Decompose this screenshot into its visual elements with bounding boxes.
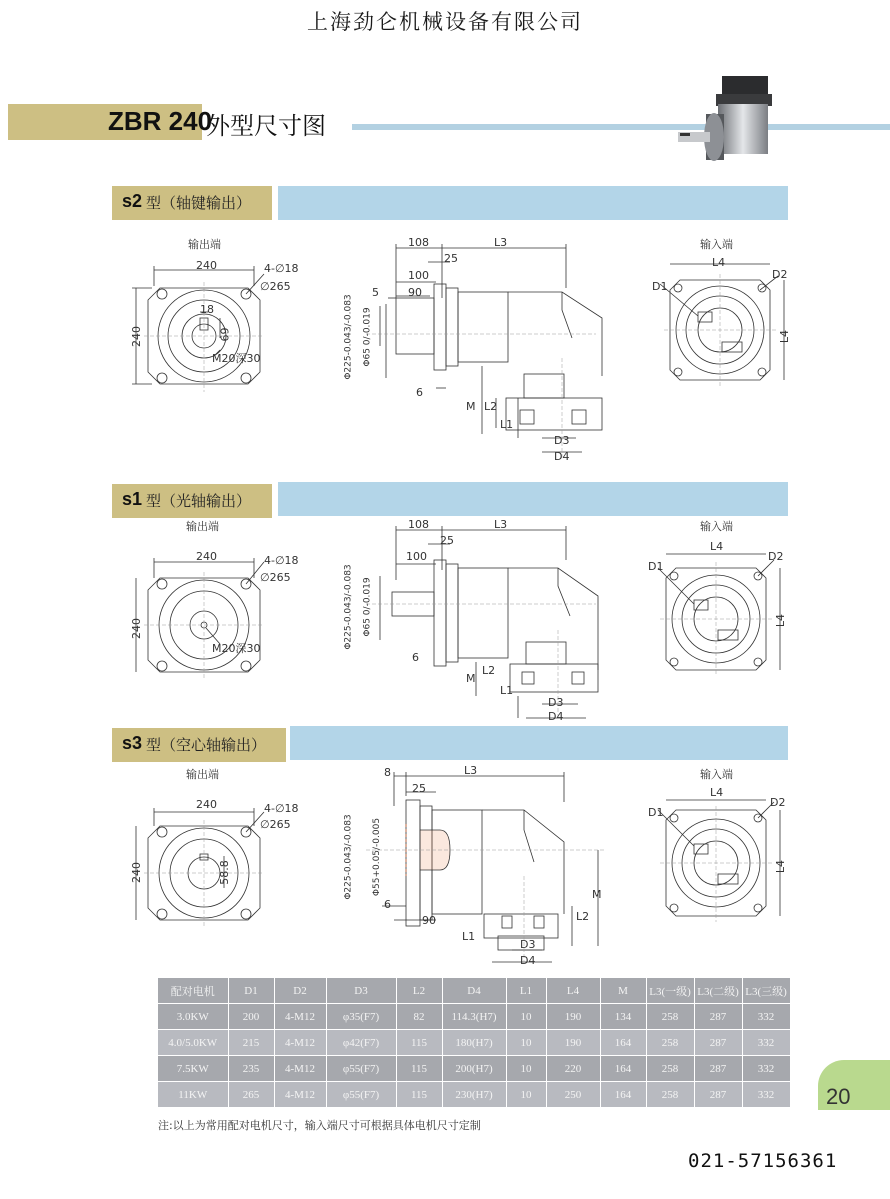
table-cell: 258 bbox=[646, 1030, 694, 1056]
shaft-height-label: 69 bbox=[218, 327, 232, 342]
s3-side-view bbox=[366, 766, 616, 970]
section-tab-s2 bbox=[112, 186, 272, 220]
keyway-depth-label: 58.8 bbox=[217, 860, 231, 885]
s1-side-view bbox=[366, 520, 616, 724]
table-cell: 10 bbox=[506, 1056, 546, 1082]
table-cell: φ55(F7) bbox=[326, 1082, 396, 1108]
company-name: 上海劲仑机械设备有限公司 bbox=[307, 10, 583, 34]
bolt-holes-label: 4-∅18 bbox=[264, 802, 299, 815]
table-cell: φ35(F7) bbox=[326, 1004, 396, 1030]
section-name: 型（轴键输出） bbox=[146, 194, 252, 212]
table-cell: 332 bbox=[742, 1030, 790, 1056]
dim-25: 25 bbox=[412, 782, 426, 795]
header-cell: D3 bbox=[326, 978, 396, 1004]
dim-L2: L2 bbox=[482, 664, 496, 677]
table-cell: 4-M12 bbox=[274, 1082, 326, 1108]
dim-M: M bbox=[466, 400, 476, 413]
table-cell: 3.0KW bbox=[158, 1004, 228, 1030]
header-cell: L3(三级) bbox=[742, 978, 790, 1004]
header-cell: D2 bbox=[274, 978, 326, 1004]
table-cell: 287 bbox=[694, 1030, 742, 1056]
table-cell: 10 bbox=[506, 1030, 546, 1056]
dim-25: 25 bbox=[444, 252, 458, 265]
dim-108: 108 bbox=[408, 518, 429, 531]
shaft-diameter-label: Φ65 0/-0.019 bbox=[362, 577, 373, 637]
dim-M: M bbox=[592, 888, 602, 901]
section-bar-s3 bbox=[290, 726, 788, 760]
header-cell: L2 bbox=[396, 978, 442, 1004]
dim-6: 6 bbox=[384, 898, 391, 911]
table-cell: 164 bbox=[600, 1030, 646, 1056]
table-cell: 10 bbox=[506, 1004, 546, 1030]
dim-D2: D2 bbox=[772, 268, 788, 281]
table-cell: 250 bbox=[546, 1082, 600, 1108]
section-bar-s2 bbox=[278, 186, 788, 220]
dim-L4: L4 bbox=[710, 786, 724, 799]
input-end-label: 输入端 bbox=[700, 520, 733, 533]
shaft-diameter-label: Φ65 0/-0.019 bbox=[362, 307, 373, 367]
section-code: s1 bbox=[122, 489, 143, 509]
dim-240-vertical: 240 bbox=[130, 326, 143, 347]
header-cell: L4 bbox=[546, 978, 600, 1004]
table-cell: 4.0/5.0KW bbox=[158, 1030, 228, 1056]
table-cell: 287 bbox=[694, 1004, 742, 1030]
s1-input-view bbox=[648, 544, 798, 678]
dim-L1: L1 bbox=[500, 684, 514, 697]
dim-D1: D1 bbox=[648, 560, 664, 573]
pitch-circle-label: ∅265 bbox=[260, 571, 291, 584]
phone-number: 021-57156361 bbox=[688, 1150, 838, 1172]
table-cell: 258 bbox=[646, 1082, 694, 1108]
dim-L3: L3 bbox=[494, 236, 508, 249]
table-cell: 265 bbox=[228, 1082, 274, 1108]
bore-diameter-label: Φ55+0.05/-0.005 bbox=[372, 817, 383, 897]
title-model: ZBR 240 bbox=[108, 106, 213, 136]
section-bar-s1 bbox=[278, 482, 788, 516]
dim-L1: L1 bbox=[462, 930, 476, 943]
dim-6: 6 bbox=[412, 651, 419, 664]
dim-L4-vertical: L4 bbox=[774, 859, 788, 874]
gearbox-product-image bbox=[670, 70, 780, 180]
title-text: 外型尺寸图 bbox=[206, 112, 326, 140]
table-cell: 235 bbox=[228, 1056, 274, 1082]
bolt-holes-label: 4-∅18 bbox=[264, 554, 299, 567]
dim-L1: L1 bbox=[500, 418, 514, 431]
output-end-label: 输出端 bbox=[188, 238, 221, 251]
header-cell: D1 bbox=[228, 978, 274, 1004]
dim-D3: D3 bbox=[554, 434, 570, 447]
table-row bbox=[158, 1056, 790, 1082]
table-cell: 180(H7) bbox=[442, 1030, 506, 1056]
dim-D4: D4 bbox=[554, 450, 570, 463]
dim-L4-vertical: L4 bbox=[778, 329, 792, 344]
flange-diameter-label: Φ225-0.043/-0.083 bbox=[343, 564, 354, 650]
dim-D4: D4 bbox=[520, 954, 536, 967]
table-row bbox=[158, 1030, 790, 1056]
table-cell: 332 bbox=[742, 1056, 790, 1082]
table-cell: φ42(F7) bbox=[326, 1030, 396, 1056]
dim-L4-vertical: L4 bbox=[774, 613, 788, 628]
table-cell: 190 bbox=[546, 1030, 600, 1056]
dim-100: 100 bbox=[408, 269, 429, 282]
dim-L2: L2 bbox=[576, 910, 590, 923]
table-cell: 114.3(H7) bbox=[442, 1004, 506, 1030]
table-cell: φ55(F7) bbox=[326, 1056, 396, 1082]
flange-diameter-label: Φ225-0.043/-0.083 bbox=[343, 294, 354, 380]
dim-100: 100 bbox=[406, 550, 427, 563]
table-cell: 200(H7) bbox=[442, 1056, 506, 1082]
title-rule bbox=[352, 124, 890, 130]
input-end-label: 输入端 bbox=[700, 238, 733, 251]
s2-output-front-view bbox=[124, 252, 286, 402]
dim-6: 6 bbox=[416, 386, 423, 399]
table-cell: 164 bbox=[600, 1056, 646, 1082]
pitch-circle-label: ∅265 bbox=[260, 280, 291, 293]
bolt-holes-label: 4-∅18 bbox=[264, 262, 299, 275]
table-cell: 287 bbox=[694, 1082, 742, 1108]
header-cell: L3(一级) bbox=[646, 978, 694, 1004]
table-cell: 258 bbox=[646, 1004, 694, 1030]
dim-90: 90 bbox=[422, 914, 436, 927]
dim-L4: L4 bbox=[712, 256, 726, 269]
section-code: s2 bbox=[122, 191, 143, 211]
dim-L2: L2 bbox=[484, 400, 498, 413]
header-cell: D4 bbox=[442, 978, 506, 1004]
s2-side-view bbox=[366, 238, 616, 468]
table-cell: 4-M12 bbox=[274, 1004, 326, 1030]
dim-D2: D2 bbox=[768, 550, 784, 563]
tap-hole-label: M20深30 bbox=[212, 352, 261, 365]
table-cell: 230(H7) bbox=[442, 1082, 506, 1108]
section-name: 型（空心轴输出） bbox=[146, 736, 267, 754]
dim-D1: D1 bbox=[652, 280, 668, 293]
table-cell: 215 bbox=[228, 1030, 274, 1056]
table-cell: 332 bbox=[742, 1082, 790, 1108]
table-cell: 115 bbox=[396, 1030, 442, 1056]
motor-spec-table bbox=[158, 978, 791, 1108]
table-cell: 134 bbox=[600, 1004, 646, 1030]
section-name: 型（光轴输出） bbox=[146, 492, 252, 510]
key-width-label: 18 bbox=[200, 303, 214, 316]
input-end-label: 输入端 bbox=[700, 768, 733, 781]
s1-output-front-view bbox=[124, 548, 286, 688]
table-cell: 332 bbox=[742, 1004, 790, 1030]
dim-5: 5 bbox=[372, 286, 379, 299]
table-cell: 10 bbox=[506, 1082, 546, 1108]
dim-8: 8 bbox=[384, 766, 391, 779]
table-cell: 115 bbox=[396, 1056, 442, 1082]
dim-25: 25 bbox=[440, 534, 454, 547]
table-cell: 200 bbox=[228, 1004, 274, 1030]
dim-D3: D3 bbox=[548, 696, 564, 709]
table-cell: 115 bbox=[396, 1082, 442, 1108]
table-cell: 220 bbox=[546, 1056, 600, 1082]
dim-L3: L3 bbox=[494, 518, 508, 531]
dim-240-horizontal: 240 bbox=[196, 259, 217, 272]
table-cell: 7.5KW bbox=[158, 1056, 228, 1082]
dim-D4: D4 bbox=[548, 710, 564, 723]
footnote: 注:以上为常用配对电机尺寸，输入端尺寸可根据具体电机尺寸定制 bbox=[158, 1119, 481, 1132]
section-tab-s1 bbox=[112, 484, 272, 518]
dim-D2: D2 bbox=[770, 796, 786, 809]
section-tab-s3 bbox=[112, 728, 286, 762]
table-row bbox=[158, 1082, 790, 1108]
pitch-circle-label: ∅265 bbox=[260, 818, 291, 831]
table-cell: 4-M12 bbox=[274, 1056, 326, 1082]
table-cell: 164 bbox=[600, 1082, 646, 1108]
section-code: s3 bbox=[122, 733, 143, 753]
header-cell: L3(二级) bbox=[694, 978, 742, 1004]
output-end-label: 输出端 bbox=[186, 768, 219, 781]
dim-L3: L3 bbox=[464, 764, 478, 777]
table-row bbox=[158, 1004, 790, 1030]
table-cell: 82 bbox=[396, 1004, 442, 1030]
dim-108: 108 bbox=[408, 236, 429, 249]
table-cell: 11KW bbox=[158, 1082, 228, 1108]
header-cell: L1 bbox=[506, 978, 546, 1004]
dim-240-vertical: 240 bbox=[130, 862, 143, 883]
dim-D1: D1 bbox=[648, 806, 664, 819]
table-cell: 287 bbox=[694, 1056, 742, 1082]
dim-90: 90 bbox=[408, 286, 422, 299]
dim-240-horizontal: 240 bbox=[196, 550, 217, 563]
tap-hole-label: M20深30 bbox=[212, 642, 261, 655]
table-cell: 258 bbox=[646, 1056, 694, 1082]
flange-diameter-label: Φ225-0.043/-0.083 bbox=[343, 814, 354, 900]
table-cell: 190 bbox=[546, 1004, 600, 1030]
dim-240-vertical: 240 bbox=[130, 618, 143, 639]
dim-L4: L4 bbox=[710, 540, 724, 553]
page-number: 20 bbox=[826, 1084, 851, 1109]
dim-M: M bbox=[466, 672, 476, 685]
table-cell: 4-M12 bbox=[274, 1030, 326, 1056]
header-cell: 配对电机 bbox=[158, 978, 228, 1004]
table-header-row bbox=[158, 978, 790, 1004]
header-cell: M bbox=[600, 978, 646, 1004]
output-end-label: 输出端 bbox=[186, 520, 219, 533]
dim-240-horizontal: 240 bbox=[196, 798, 217, 811]
dim-D3: D3 bbox=[520, 938, 536, 951]
